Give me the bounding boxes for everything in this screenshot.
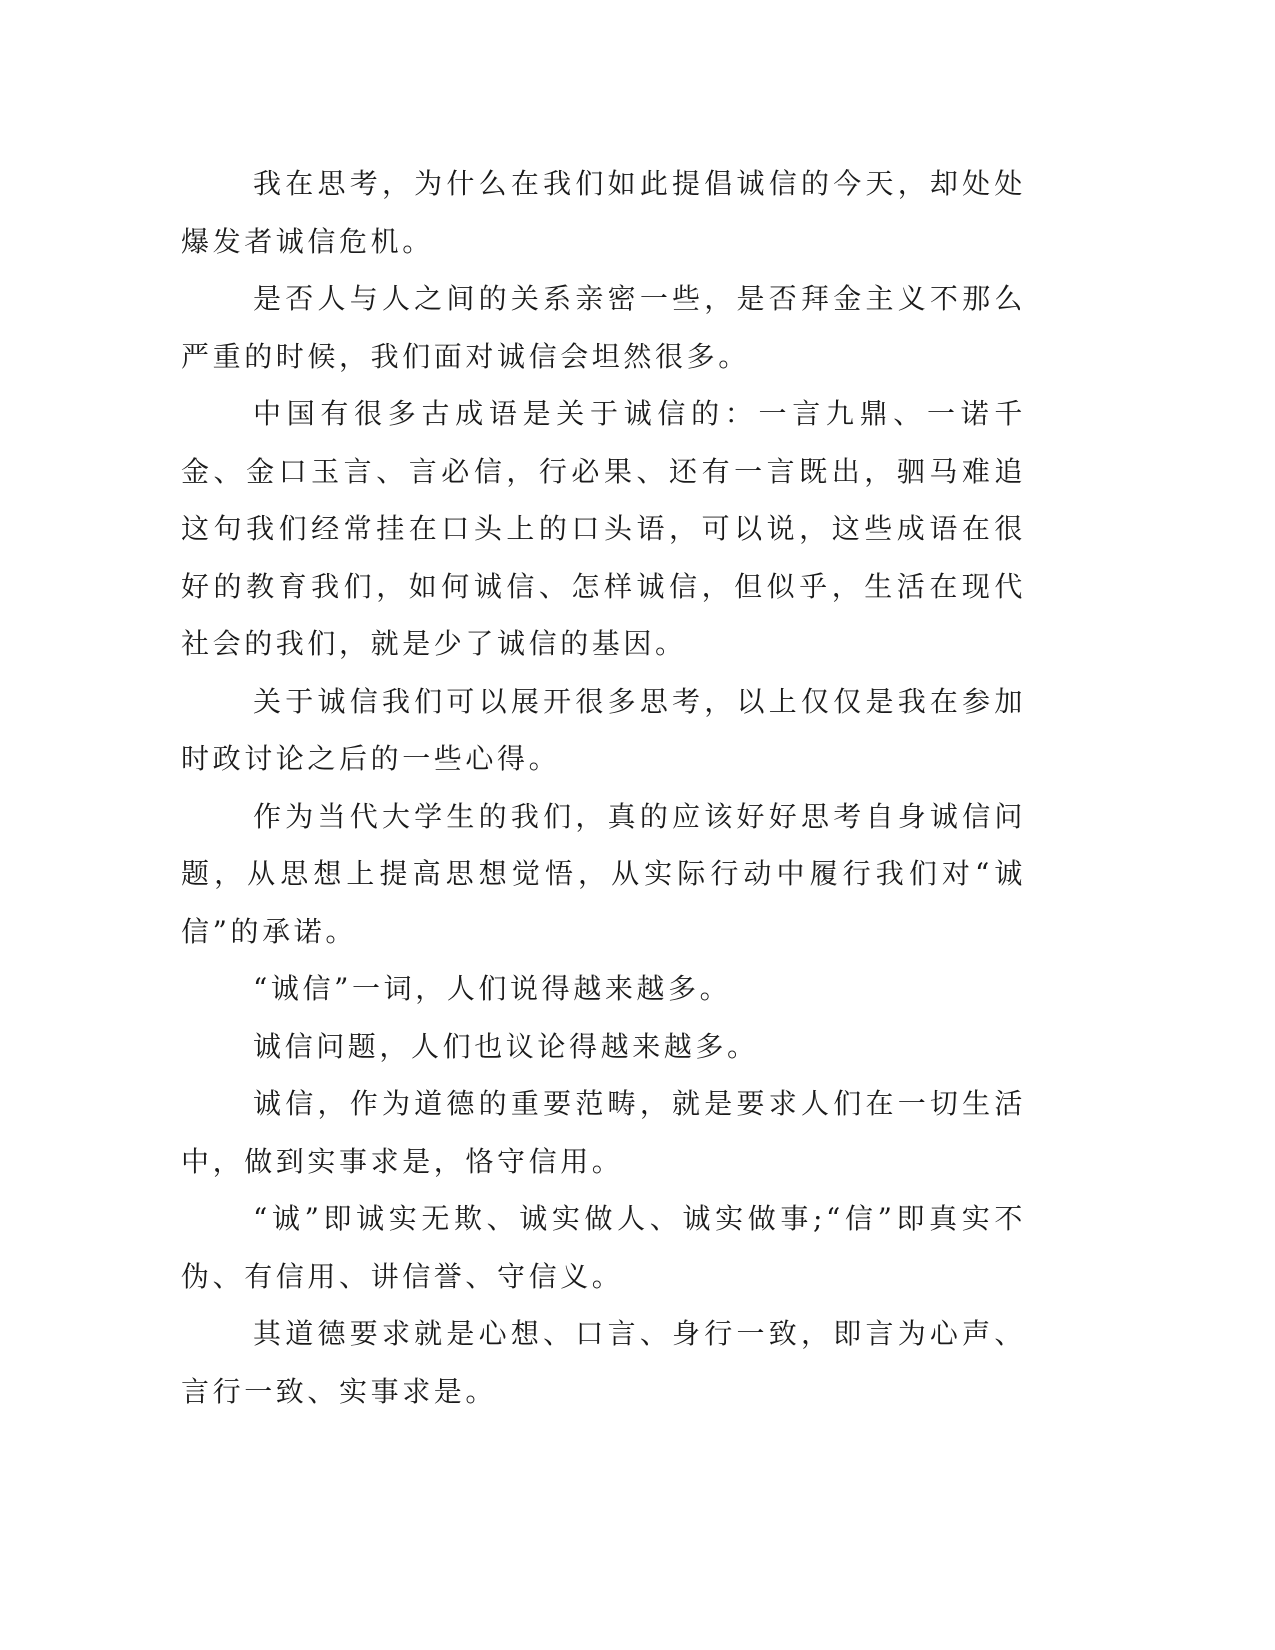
paragraph-4: 关于诚信我们可以展开很多思考，以上仅仅是我在参加时政讨论之后的一些心得。	[181, 684, 1026, 775]
paragraph-9: “诚”即诚实无欺、诚实做人、诚实做事;“信”即真实不伪、有信用、讲信誉、守信义。	[181, 1202, 1026, 1293]
paragraph-10: 其道德要求就是心想、口言、身行一致，即言为心声、言行一致、实事求是。	[181, 1317, 1026, 1408]
paragraph-3: 中国有很多古成语是关于诚信的：一言九鼎、一诺千金、金口玉言、言必信，行必果、还有一言既出，驷马难追这句我们经常挂在口头上的口头语，可以说，这些成语在很好的教育我们，如何诚信、怎样诚信，但似乎，生活在现代社会的我们，就是少了诚信的基因。	[181, 397, 1026, 660]
paragraph-6: “诚信”一词，人们说得越来越多。	[253, 972, 732, 1005]
paragraph-5: 作为当代大学生的我们，真的应该好好思考自身诚信问题，从思想上提高思想觉悟，从实际行动中履行我们对“诚信”的承诺。	[181, 799, 1026, 948]
document-body	[181, 155, 1026, 1420]
paragraph-2: 是否人与人之间的关系亲密一些，是否拜金主义不那么严重的时候，我们面对诚信会坦然很多。	[181, 282, 1026, 373]
paragraph-8: 诚信，作为道德的重要范畴，就是要求人们在一切生活中，做到实事求是，恪守信用。	[181, 1087, 1026, 1178]
paragraph-7: 诚信问题，人们也议论得越来越多。	[253, 1029, 759, 1063]
paragraph-1: 我在思考，为什么在我们如此提倡诚信的今天，却处处爆发者诚信危机。	[181, 167, 1026, 258]
